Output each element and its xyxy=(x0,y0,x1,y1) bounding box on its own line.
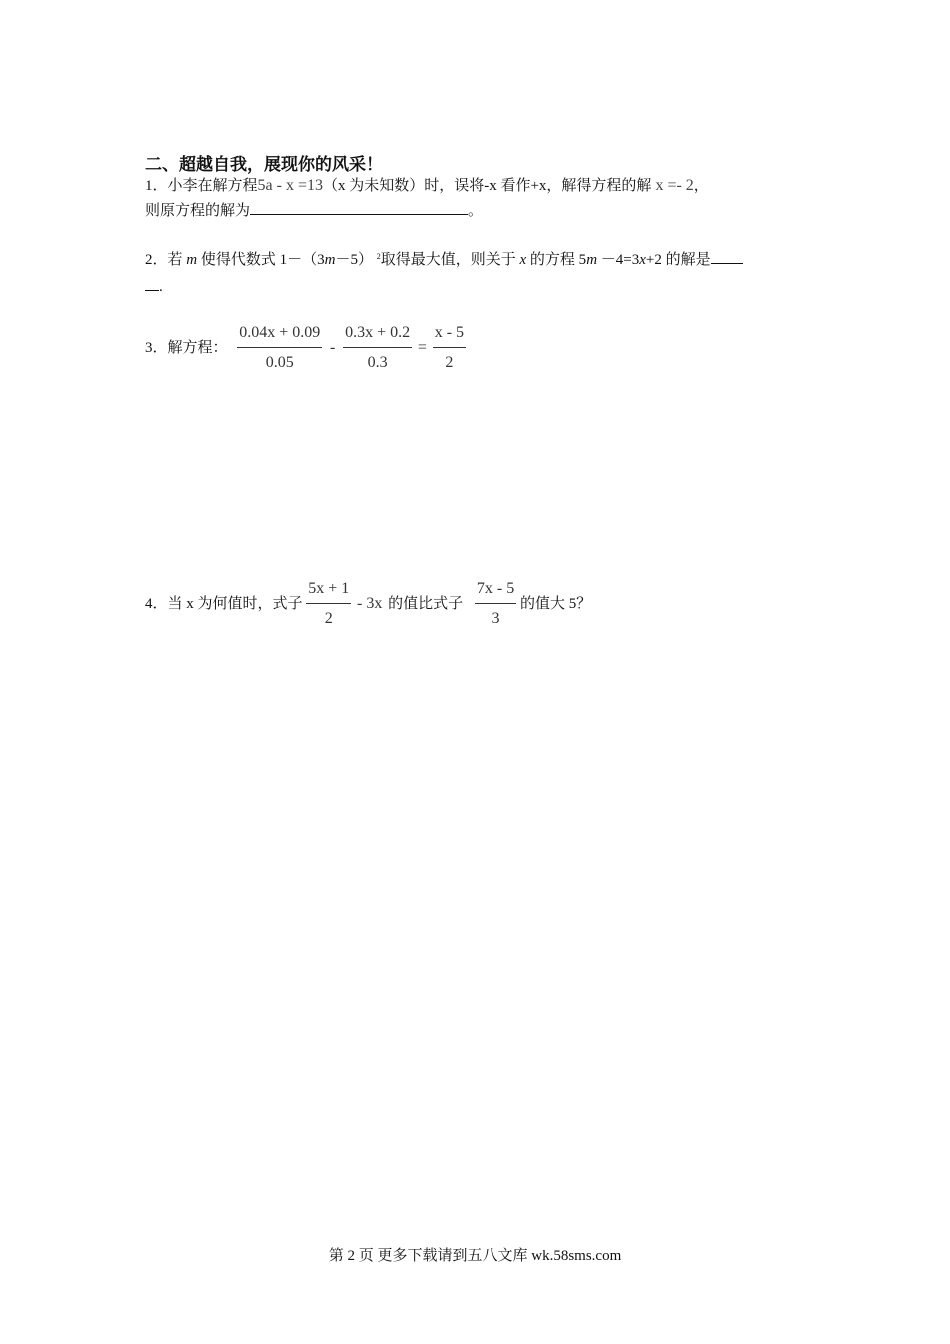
q3-fraction-1 xyxy=(237,322,322,374)
q2-var-x: x xyxy=(639,252,646,268)
q3-equals: = xyxy=(417,339,427,356)
question-1-line-2 xyxy=(145,200,483,222)
q3-fraction-3 xyxy=(433,322,466,374)
q4-fraction-2 xyxy=(475,578,516,630)
q3-minus: - xyxy=(330,339,336,356)
q3-fraction-3-denominator: 2 xyxy=(445,354,454,371)
q4-text-1: 4．当 x 为何值时，式子 xyxy=(145,596,303,612)
q2-var-m: m xyxy=(586,252,598,268)
q2-var-m: m xyxy=(324,252,336,268)
q2-text-6: －4=3 xyxy=(600,252,640,268)
q3-fraction-2 xyxy=(343,322,412,374)
q1-solution: x =- 2 xyxy=(655,177,694,194)
q4-minus-term: - 3x xyxy=(357,595,383,612)
q3-fraction-3-numerator: x - 5 xyxy=(433,322,466,348)
q1-note: （x 为未知数）时，误将-x 看作+x，解得方程的解 xyxy=(322,178,652,194)
q2-text-4: 取得最大值，则关于 xyxy=(380,252,516,268)
q1-line2-end: 。 xyxy=(468,203,484,219)
question-2-line-1 xyxy=(145,249,743,273)
section-heading: 二、超越自我，展现你的风采！ xyxy=(145,155,383,175)
question-4 xyxy=(145,578,591,630)
question-2-line-2 xyxy=(145,276,163,298)
q4-fraction-1 xyxy=(306,578,351,630)
q1-prefix: 1．小李在解方程 xyxy=(145,178,258,194)
q4-fraction-1-numerator: 5x + 1 xyxy=(306,578,351,604)
q3-fraction-1-numerator: 0.04x + 0.09 xyxy=(237,322,322,348)
question-3 xyxy=(145,322,466,374)
q4-fraction-2-denominator: 3 xyxy=(491,610,500,627)
q3-fraction-2-numerator: 0.3x + 0.2 xyxy=(343,322,412,348)
q2-var-x: x xyxy=(519,252,527,268)
q2-text-2: 使得代数式 1－（3 xyxy=(200,252,325,268)
q2-answer-blank-cont[interactable] xyxy=(145,276,159,291)
q2-answer-blank[interactable] xyxy=(711,249,743,264)
q2-text-7: +2 的解是 xyxy=(645,252,711,268)
q3-fraction-1-denominator: 0.05 xyxy=(265,354,294,371)
q1-answer-blank[interactable] xyxy=(250,200,468,215)
q1-end: ， xyxy=(693,178,709,194)
q4-fraction-1-denominator: 2 xyxy=(324,610,333,627)
q2-text-3: －5） xyxy=(335,252,373,268)
q2-text-5: 的方程 5 xyxy=(529,252,587,268)
q1-equation: 5a - x =13 xyxy=(257,177,323,194)
q2-exponent: 2 xyxy=(376,252,381,261)
q2-period: . xyxy=(159,279,163,295)
q3-label: 3．解方程： xyxy=(145,340,228,356)
q4-text-3: 的值大 5？ xyxy=(519,596,592,612)
page-footer: 第 2 页 更多下载请到五八文库 wk.58sms.com xyxy=(328,1248,622,1264)
q1-line2-label: 则原方程的解为 xyxy=(145,203,251,219)
question-1-line-1 xyxy=(145,175,709,197)
q2-var-m: m xyxy=(186,252,198,268)
q4-fraction-2-numerator: 7x - 5 xyxy=(475,578,516,604)
q2-text-1: 2．若 xyxy=(145,252,183,268)
q4-text-2: 的值比式子 xyxy=(388,596,464,612)
q3-fraction-2-denominator: 0.3 xyxy=(367,354,388,371)
